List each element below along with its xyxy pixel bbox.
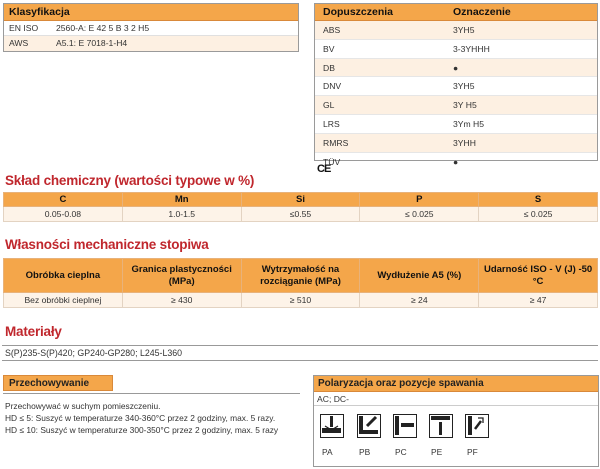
approval-mark: ● — [453, 62, 459, 73]
approval-mark: 3YHH — [453, 137, 476, 148]
approval-body: DB — [323, 62, 335, 73]
chemical-header: P — [360, 193, 479, 207]
mechanical-value: ≥ 24 — [360, 293, 479, 308]
position-label: PB — [359, 447, 371, 457]
chemical-header: Si — [241, 193, 360, 207]
position-pa — [320, 414, 346, 457]
flat-position-icon — [320, 414, 344, 438]
chemical-title: Skład chemiczny (wartości typowe w %) — [5, 173, 255, 188]
chemical-header: C — [4, 193, 123, 207]
storage-box — [3, 375, 300, 445]
approval-row — [315, 153, 597, 172]
mechanical-table — [3, 258, 598, 308]
chemical-header: S — [479, 193, 598, 207]
materials-title: Materiały — [5, 324, 62, 339]
polarization-current: AC; DC- — [314, 392, 598, 406]
ce-mark-icon: CE — [317, 163, 331, 175]
chemical-value: ≤ 0.025 — [479, 207, 598, 222]
materials-text: S(P)235-S(P)420; GP240-GP280; L245-L360 — [2, 345, 598, 361]
classification-row — [4, 36, 298, 51]
approval-body: LRS — [323, 118, 340, 129]
approvals-list — [315, 21, 597, 171]
approval-row — [315, 96, 597, 115]
approval-body: RMRS — [323, 137, 349, 148]
mechanical-header: Granica plastyczności (MPa) — [122, 259, 241, 293]
chemical-value: ≤ 0.025 — [360, 207, 479, 222]
approval-row — [315, 40, 597, 59]
standard-value: 2560-A: E 42 5 B 3 2 H5 — [56, 23, 150, 33]
vertical-up-position-icon — [465, 414, 489, 438]
approval-mark: 3Ym H5 — [453, 118, 485, 129]
approval-mark: 3-3YHHH — [453, 43, 490, 54]
position-label: PA — [322, 447, 333, 457]
chemical-value: 0.05-0.08 — [4, 207, 123, 222]
approval-body: DNV — [323, 81, 342, 92]
mechanical-value: ≥ 430 — [122, 293, 241, 308]
mechanical-header: Obróbka cieplna — [4, 259, 123, 293]
classification-row — [4, 21, 298, 36]
position-pe — [429, 414, 455, 457]
horizontal-vertical-position-icon — [357, 414, 381, 438]
mechanical-value: ≥ 47 — [479, 293, 598, 308]
approvals-col-mark: Oznaczenie — [453, 6, 511, 18]
overhead-position-icon — [429, 414, 453, 438]
mechanical-title: Własności mechaniczne stopiwa — [5, 237, 209, 252]
approvals-col-body: Dopuszczenia — [323, 6, 394, 18]
approval-mark: 3Y H5 — [453, 100, 477, 111]
position-pf — [465, 414, 491, 457]
approval-row — [315, 115, 597, 134]
classification-title: Klasyfikacja — [4, 4, 298, 21]
chemical-value: 1.0-1.5 — [122, 207, 241, 222]
storage-title: Przechowywanie — [3, 375, 113, 391]
approval-row — [315, 134, 597, 153]
approval-body: BV — [323, 43, 335, 54]
classification-box — [3, 3, 299, 52]
mechanical-header: Wydłużenie A5 (%) — [360, 259, 479, 293]
position-pc — [393, 414, 419, 457]
mechanical-header: Udarność ISO - V (J) -50 °C — [479, 259, 598, 293]
mechanical-header: Wytrzymałość na rozciąganie (MPa) — [241, 259, 360, 293]
position-pb — [357, 414, 383, 457]
storage-line: HD ≤ 10: Suszyć w temperaturze 300-350°C przez 2 godziny, max. 5 razy — [5, 425, 279, 435]
approval-body: ABS — [323, 25, 341, 35]
approval-row — [315, 77, 597, 96]
approval-row — [315, 59, 597, 78]
standard-value: A5.1: E 7018-1-H4 — [56, 38, 128, 48]
standard-name: AWS — [9, 38, 29, 48]
position-label: PE — [431, 447, 443, 457]
position-label: PF — [467, 447, 478, 457]
position-label: PC — [395, 447, 407, 457]
storage-line: HD ≤ 5: Suszyć w temperaturze 340-360°C przez 2 godziny, max. 5 razy. — [5, 413, 276, 423]
chemical-value: ≤0.55 — [241, 207, 360, 222]
storage-line: Przechowywać w suchym pomieszczeniu. — [5, 401, 161, 411]
standard-name: EN ISO — [9, 23, 39, 33]
horizontal-position-icon — [393, 414, 417, 438]
approval-mark: 3YH5 — [453, 81, 475, 92]
approval-body: GL — [323, 100, 335, 111]
mechanical-value: ≥ 510 — [241, 293, 360, 308]
approval-body: TÜV — [323, 156, 341, 167]
approval-mark: 3YH5 — [453, 25, 475, 35]
chemical-header: Mn — [122, 193, 241, 207]
approval-row — [315, 21, 597, 40]
mechanical-value: Bez obróbki cieplnej — [4, 293, 123, 308]
polarization-title: Polaryzacja oraz pozycje spawania — [314, 376, 598, 392]
polarization-box — [313, 375, 599, 467]
storage-content — [3, 393, 300, 436]
approval-mark: ● — [453, 156, 459, 167]
chemical-table — [3, 192, 598, 222]
approvals-box — [314, 3, 598, 167]
approvals-header — [315, 4, 597, 21]
